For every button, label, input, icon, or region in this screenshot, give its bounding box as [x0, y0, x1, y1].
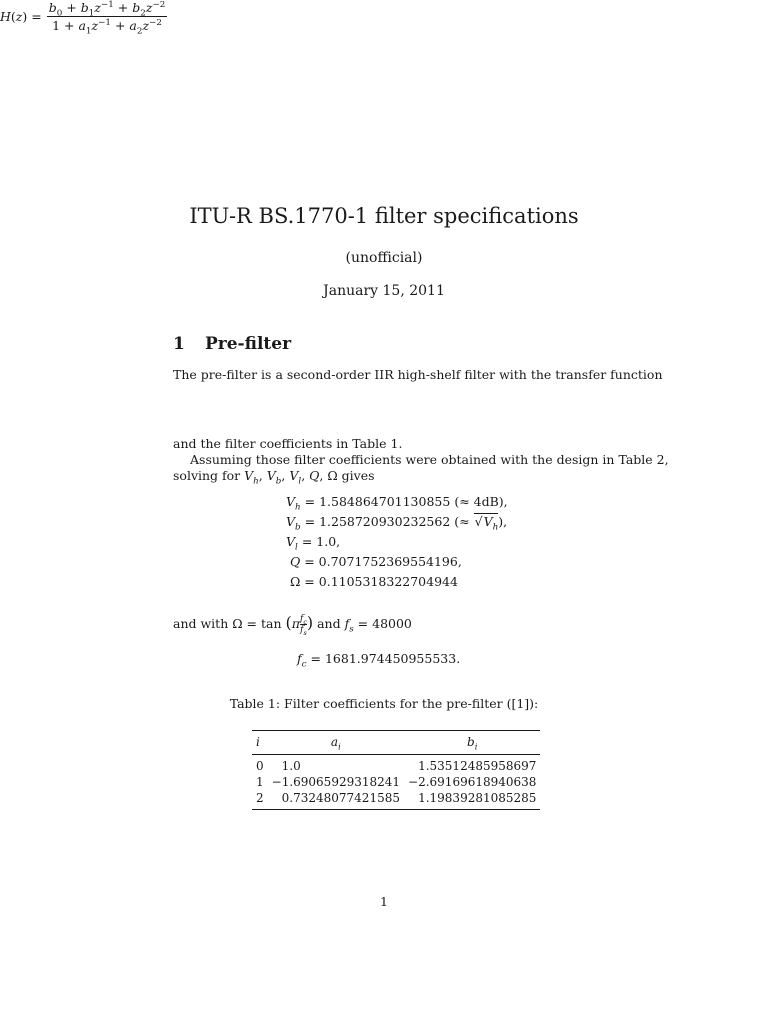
equation-omega: Ω = 0.1105318322704944: [286, 574, 458, 589]
page-number: 1: [380, 894, 388, 909]
subtitle: (unofficial): [345, 250, 423, 266]
cell-a: 0.73248077421585: [281, 791, 400, 805]
paragraph-assuming: Assuming those filter coefficients were obtained with the design in Table 2,: [190, 452, 669, 467]
section-title: Pre-filter: [205, 334, 292, 354]
cell-a: 1.0: [281, 759, 301, 773]
paragraph-and-with: and with Ω = tan (π $\frac{f_c}{f_s}$ ) and $f_s = 48000$: [173, 613, 412, 637]
paragraph-solving: solving for $V_h$, $V_b$, $V_l$, Q, Ω gives: [173, 468, 375, 487]
coefficients-table: [252, 730, 540, 810]
header-b: $b_i$: [467, 735, 478, 752]
cell-b: −2.69169618940638: [408, 775, 537, 789]
cell-i: 2: [256, 791, 264, 805]
page-title: ITU-R BS.1770-1 filter specifications: [189, 204, 579, 228]
cell-i: 0: [256, 759, 264, 773]
table-header-row: [252, 731, 540, 755]
equation-q: Q = 0.7071752369554196,: [289, 554, 462, 569]
paragraph-intro: The pre-filter is a second-order IIR high-shelf filter with the transfer function: [173, 367, 663, 382]
header-i: i: [256, 735, 260, 749]
cell-i: 1: [256, 775, 264, 789]
equation-vh: $V_h = 1.584864701130855$ (≈ 4dB),: [286, 494, 508, 513]
section-heading: [173, 334, 291, 354]
date: January 15, 2011: [323, 283, 445, 299]
equation-vl: $V_l = 1.0$,: [286, 534, 341, 553]
equation-vb: $V_b = 1.258720930232562$ (≈ $√V_h$),: [286, 514, 508, 533]
table-caption: Table 1: Filter coefficients for the pre-filter ([1]):: [229, 696, 539, 711]
header-a: $a_i$: [330, 735, 341, 752]
equation-fc: $f_c = 1681.974450955533$.: [297, 651, 461, 670]
table-row: [252, 790, 540, 810]
cell-a: −1.69065929318241: [271, 775, 401, 789]
table-row: [252, 774, 540, 790]
cell-b: 1.53512485958697: [418, 759, 537, 773]
solution-equations: [286, 494, 508, 594]
paragraph-coefficients: and the filter coefficients in Table 1.: [173, 436, 403, 451]
section-number: 1: [173, 334, 185, 354]
table-row: [252, 755, 540, 775]
cell-b: 1.19839281085285: [418, 791, 537, 805]
transfer-function-equation: H(z) = $\frac{b_0 + b_1z^{-1} + b_2z^{-2}}{1 + a_1z^{-1} + a_2z^{-2}}$: [0, 0, 166, 37]
